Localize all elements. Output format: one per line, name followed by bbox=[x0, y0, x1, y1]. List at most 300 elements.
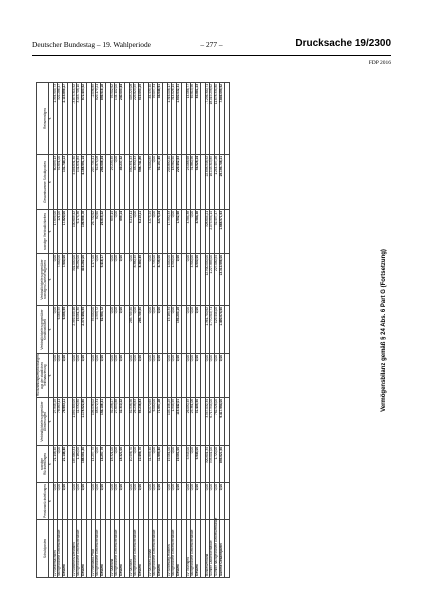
table-cell: 0,00 bbox=[196, 354, 201, 398]
row-label: LV Schleswig-Holstein bbox=[167, 520, 172, 578]
table-cell: 2.993,72 bbox=[96, 306, 101, 354]
row-label: nachgeordnete Gebietsverbände bbox=[191, 520, 196, 578]
row-label: Gesamt bbox=[101, 520, 106, 578]
table-cell: 12.900.000,00 bbox=[205, 254, 210, 306]
table-cell: 320.601,34 bbox=[205, 446, 210, 483]
table-cell: 227.080,54 bbox=[215, 254, 220, 306]
table-cell: 3.443.708,10 bbox=[77, 83, 82, 155]
table-cell: 83.881,23 bbox=[196, 83, 201, 155]
table-cell: 0,00 bbox=[153, 354, 158, 398]
table-cell: 144.102,00 bbox=[115, 83, 120, 155]
table-cell: 1.394.909,73 bbox=[53, 83, 58, 155]
table-cell: 32.258,27 bbox=[110, 398, 115, 446]
table-cell: 5.945,00 bbox=[186, 446, 191, 483]
table-cell: 872.403,52 bbox=[82, 83, 87, 155]
table-cell: 0,00 bbox=[186, 254, 191, 306]
table-cell: 0,00 bbox=[172, 210, 177, 254]
table-cell: 95.502,62 bbox=[110, 83, 115, 155]
table-cell: 18.562,50 bbox=[172, 155, 177, 210]
table-cell: 0,00 bbox=[110, 254, 115, 306]
table-cell: -3.873.314,52 bbox=[72, 83, 77, 155]
table-cell: 598.741,86 bbox=[139, 155, 144, 210]
table-cell: 0,00 bbox=[167, 354, 172, 398]
table-cell: 7.846.095,52 bbox=[219, 83, 224, 155]
table-cell: 1.688.571,63 bbox=[219, 210, 224, 254]
table-cell: 0,00 bbox=[167, 483, 172, 520]
table-cell: 0,00 bbox=[191, 210, 196, 254]
table-cell: 1.177,00 bbox=[91, 254, 96, 306]
row-label: Gesamt bbox=[139, 520, 144, 578]
table-cell: 11.995,40 bbox=[148, 446, 153, 483]
table-cell: 18.019.298,62 bbox=[210, 83, 215, 155]
table-cell: -64.439,40 bbox=[148, 83, 153, 155]
table-cell: 8.380,45 bbox=[134, 254, 139, 306]
table-cell: 26.238,83 bbox=[134, 398, 139, 446]
table-cell: 0,00 bbox=[77, 483, 82, 520]
table-cell: 1.160,00 bbox=[77, 446, 82, 483]
table-cell: 1.720,00 bbox=[215, 446, 220, 483]
col-header: Reinvermögen bbox=[37, 83, 49, 155]
row-label: Summe Gesamtpartei bbox=[219, 520, 224, 578]
table-cell: 99.097,31 bbox=[153, 83, 158, 155]
table-cell: 1.227.885,00 bbox=[210, 254, 215, 306]
table-cell: 0,00 bbox=[205, 483, 210, 520]
document-number: Drucksache 19/2300 bbox=[295, 38, 391, 49]
table-cell: 0,00 bbox=[134, 446, 139, 483]
table-cell: 26.732,62 bbox=[91, 210, 96, 254]
row-label: LV Nordrhein-Westfalen bbox=[72, 520, 77, 578]
row-label: LV Sachsen bbox=[129, 520, 134, 578]
table-cell: 5.418,17 bbox=[101, 254, 106, 306]
table-cell: 18.321,00 bbox=[120, 446, 125, 483]
table-cell: 29.233,35 bbox=[110, 155, 115, 210]
table-cell: 16.143.313,85 bbox=[210, 155, 215, 210]
row-label: Gesamt bbox=[177, 520, 182, 578]
table-cell: 6.000,00 bbox=[153, 398, 158, 446]
table-cell: 240.003,44 bbox=[120, 83, 125, 155]
table-cell: 0,00 bbox=[191, 446, 196, 483]
table-cell: 11.995,40 bbox=[158, 446, 163, 483]
row-label: LV Rheinland-Pfalz bbox=[91, 520, 96, 578]
table-body bbox=[53, 83, 229, 578]
table-cell: 11.930,80 bbox=[77, 398, 82, 446]
table-cell: 31.860,56 bbox=[191, 155, 196, 210]
unit-cell: € bbox=[49, 446, 54, 483]
table-cell: 19.061,00 bbox=[177, 446, 182, 483]
table-cell: 328.604,21 bbox=[205, 210, 210, 254]
row-label: nachgeordnete Gebietsverbände bbox=[172, 520, 177, 578]
table-cell: 416.282,00 bbox=[82, 254, 87, 306]
unit-cell: € bbox=[49, 210, 54, 254]
table-cell: 0,00 bbox=[115, 306, 120, 354]
table-cell: 0,00 bbox=[72, 354, 77, 398]
table-cell: 0,00 bbox=[58, 354, 63, 398]
table-cell: 0,00 bbox=[134, 483, 139, 520]
table-cell: 16.061,30 bbox=[77, 306, 82, 354]
table-cell: 18.321,00 bbox=[110, 446, 115, 483]
unit-cell: € bbox=[49, 483, 54, 520]
table-cell: 6.213,11 bbox=[139, 210, 144, 254]
table-cell: 1.361.710,62 bbox=[205, 306, 210, 354]
table-cell: 103.146,25 bbox=[167, 398, 172, 446]
rotated-table-area bbox=[36, 83, 392, 578]
table-cell: 1.000,00 bbox=[167, 254, 172, 306]
table-cell: 6.065,55 bbox=[63, 306, 68, 354]
table-cell: 106.036,02 bbox=[91, 398, 96, 446]
table-cell: 655,14 bbox=[110, 210, 115, 254]
table-cell: 0,00 bbox=[158, 354, 163, 398]
table-cell: 106.956,78 bbox=[82, 210, 87, 254]
table-cell: 0,00 bbox=[191, 354, 196, 398]
table-cell: 0,00 bbox=[172, 483, 177, 520]
table-cell: 0,00 bbox=[82, 354, 87, 398]
table-cell: 92.157,45 bbox=[158, 155, 163, 210]
row-label: nachgeordnete Gebietsverbände bbox=[77, 520, 82, 578]
table-cell: 0,00 bbox=[96, 254, 101, 306]
table-cell: 71.657,28 bbox=[158, 398, 163, 446]
table-cell: 22.658.548,92 bbox=[205, 155, 210, 210]
table-cell: 32.310,22 bbox=[120, 398, 125, 446]
table-cell: 0,00 bbox=[134, 210, 139, 254]
table-cell: 0,00 bbox=[96, 483, 101, 520]
table-cell: 0,00 bbox=[210, 483, 215, 520]
table-cell: 27.653,88 bbox=[115, 398, 120, 446]
table-cell: 13.313.596,00 bbox=[219, 254, 224, 306]
table-cell: 0,00 bbox=[148, 254, 153, 306]
col-header: Verbindlichkeiten gegenüber Kreditinstituten bbox=[37, 306, 49, 354]
table-cell: 36.282,00 bbox=[77, 254, 82, 306]
table-cell: 0,00 bbox=[120, 306, 125, 354]
table-cell: 60.070,69 bbox=[148, 398, 153, 446]
table-cell: 4.500,00 bbox=[191, 254, 196, 306]
table-cell: 129.444,00 bbox=[215, 306, 220, 354]
table-cell: 121,00 bbox=[58, 210, 63, 254]
table-cell: 21.148,40 bbox=[53, 446, 58, 483]
table-cell: 188.061,30 bbox=[82, 446, 87, 483]
table-cell: 0,00 bbox=[115, 210, 120, 254]
table-cell: 15.183,34 bbox=[167, 306, 172, 354]
table-cell: 10.496,70 bbox=[129, 446, 134, 483]
table-cell: 285.709,50 bbox=[129, 306, 134, 354]
table-cell: 225.823,95 bbox=[134, 83, 139, 155]
table-cell: 0,00 bbox=[186, 354, 191, 398]
row-label: nachgeordnete Gebietsverbände bbox=[96, 520, 101, 578]
table-cell: 92.651,00 bbox=[58, 155, 63, 210]
table-cell: 9.417.994,00 bbox=[219, 398, 224, 446]
table-cell: 0,00 bbox=[129, 354, 134, 398]
table-cell: 31.405,50 bbox=[196, 398, 201, 446]
row-label: Gesamt bbox=[158, 520, 163, 578]
row-label: LV Saarland bbox=[110, 520, 115, 578]
table-cell: 193.203,16 bbox=[177, 306, 182, 354]
table-cell: 0,00 bbox=[219, 354, 224, 398]
table-cell: 533.001,00 bbox=[210, 446, 215, 483]
rotated-page bbox=[36, 83, 392, 578]
table-cell: 0,00 bbox=[153, 483, 158, 520]
table-cell: 48.072,31 bbox=[96, 398, 101, 446]
table-cell: 131.744,13 bbox=[63, 155, 68, 210]
table-cell: 1.178.622,80 bbox=[82, 398, 87, 446]
table-cell: 55.000,00 bbox=[91, 306, 96, 354]
table-cell: 0,00 bbox=[186, 306, 191, 354]
col-header: Pensionsrückstellungen bbox=[37, 483, 49, 520]
table-cell: 762.926,00 bbox=[215, 398, 220, 446]
table-cell: 0,00 bbox=[120, 254, 125, 306]
table-cell: 203.890,40 bbox=[167, 155, 172, 210]
table-cell: 0,00 bbox=[129, 254, 134, 306]
row-label: nachgeordnete Gebietsverbände bbox=[134, 520, 139, 578]
table-cell: 0,00 bbox=[153, 210, 158, 254]
table-cell: 32.497,47 bbox=[215, 210, 220, 254]
table-cell: 0,00 bbox=[153, 446, 158, 483]
table-cell: 0,00 bbox=[172, 354, 177, 398]
table-cell: 0,00 bbox=[215, 354, 220, 398]
table-cell: 4.500,00 bbox=[196, 254, 201, 306]
table-cell: 0,00 bbox=[177, 254, 182, 306]
table-cell: 0,00 bbox=[110, 306, 115, 354]
table-cell: 1.316.006,17 bbox=[167, 83, 172, 155]
table-cell: 0,00 bbox=[177, 483, 182, 520]
table-cell: 7.500,00 bbox=[63, 254, 68, 306]
table-cell: -7.236.300,71 bbox=[205, 83, 210, 155]
table-cell: 5.945,00 bbox=[196, 446, 201, 483]
table-cell: 0,00 bbox=[115, 354, 120, 398]
table-cell: 4.075,24 bbox=[158, 210, 163, 254]
page-number: – 277 – bbox=[200, 40, 223, 49]
row-label: Summe Landesverbände bbox=[210, 520, 215, 578]
table-cell: 60.093,13 bbox=[53, 155, 58, 210]
unit-cell: € bbox=[49, 155, 54, 210]
spacer-row bbox=[224, 83, 229, 578]
table-cell: 69.813,96 bbox=[191, 83, 196, 155]
table-cell: 26.815,22 bbox=[101, 210, 106, 254]
table-cell: 0,00 bbox=[172, 306, 177, 354]
row-label: Gesamt bbox=[63, 520, 68, 578]
table-cell: 0,00 bbox=[53, 306, 58, 354]
table-cell: 6.174,36 bbox=[77, 210, 82, 254]
table-cell: 141.631,84 bbox=[77, 155, 82, 210]
table-cell: 0,00 bbox=[210, 354, 215, 398]
table-cell: 14.066,77 bbox=[186, 83, 191, 155]
table-cell: 0,00 bbox=[148, 483, 153, 520]
table-cell: 0,00 bbox=[58, 446, 63, 483]
table-cell: 54.928,24 bbox=[196, 155, 201, 210]
table-cell: 0,00 bbox=[96, 446, 101, 483]
table-cell: -2.036,89 bbox=[91, 83, 96, 155]
table-cell: 0,00 bbox=[191, 306, 196, 354]
table-cell: 34.646,91 bbox=[158, 83, 163, 155]
table-cell: 4.735,00 bbox=[153, 254, 158, 306]
table-cell: 1.552,68 bbox=[177, 210, 182, 254]
table-cell: 78.963,11 bbox=[63, 398, 68, 446]
table-cell: 4.735,00 bbox=[158, 254, 163, 306]
row-label: nachgeordnete Gebietsverbände bbox=[58, 520, 63, 578]
table-cell: 48.350,43 bbox=[134, 155, 139, 210]
table-cell: 0,00 bbox=[53, 254, 58, 306]
table-cell: 0,00 bbox=[196, 483, 201, 520]
row-label: Bundesverband bbox=[205, 520, 210, 578]
table-cell: 6.065,55 bbox=[58, 306, 63, 354]
balance-table bbox=[36, 82, 230, 578]
table-cell: 1.630.032,31 bbox=[177, 83, 182, 155]
table-cell: 29.195.708,21 bbox=[219, 155, 224, 210]
table-cell: 27.945,25 bbox=[53, 398, 58, 446]
table-cell: 0,00 bbox=[91, 483, 96, 520]
table-cell: 154.108,31 bbox=[101, 398, 106, 446]
table-cell: 0,00 bbox=[96, 354, 101, 398]
table-cell: 14.257,79 bbox=[91, 446, 96, 483]
table-cell: 2.115.896,27 bbox=[63, 83, 68, 155]
table-cell: 1.244.497,26 bbox=[215, 155, 220, 210]
table-cell: 207.734,41 bbox=[91, 155, 96, 210]
table-cell: 78.963,11 bbox=[58, 398, 63, 446]
row-label: Gesamt bbox=[82, 520, 87, 578]
table-cell: 1.490.674,60 bbox=[219, 306, 224, 354]
table-cell: 21.148,40 bbox=[63, 446, 68, 483]
table-cell: 0,00 bbox=[153, 155, 158, 210]
row-label: LV Niedersachsen bbox=[53, 520, 58, 578]
table-cell: 52.538,56 bbox=[129, 398, 134, 446]
table-cell: 0,00 bbox=[58, 483, 63, 520]
party-label: FDP 2016 bbox=[368, 60, 391, 66]
unit-cell: € bbox=[49, 254, 54, 306]
unit-cell: € bbox=[49, 354, 54, 398]
table-cell: 187.060,31 bbox=[72, 446, 77, 483]
table-cell: 0,00 bbox=[186, 483, 191, 520]
table-cell: 4.075,24 bbox=[148, 210, 153, 254]
col-header: sonstige Verbindlichkeiten bbox=[37, 210, 49, 254]
table-cell: 76.000,85 bbox=[148, 155, 153, 210]
table-cell: 0,00 bbox=[158, 483, 163, 520]
table-cell: 26.050,45 bbox=[186, 398, 191, 446]
table-cell: 4.770.519,71 bbox=[210, 306, 215, 354]
table-cell: 0,00 bbox=[53, 354, 58, 398]
row-label: Gesamt bbox=[196, 520, 201, 578]
row-label: LV Thüringen bbox=[186, 520, 191, 578]
table-cell: 17.820,00 bbox=[63, 210, 68, 254]
table-cell: 0,00 bbox=[205, 354, 210, 398]
table-cell: 25.361,06 bbox=[191, 398, 196, 446]
table-cell: 1.059.309,09 bbox=[72, 398, 77, 446]
table-cell: 264.008,34 bbox=[101, 155, 106, 210]
table-cell: 0,00 bbox=[219, 483, 224, 520]
table-cell: 0,00 bbox=[153, 306, 158, 354]
table-cell: 285.709,50 bbox=[139, 306, 144, 354]
table-cell: 0,00 bbox=[72, 483, 77, 520]
table-cell: 0,00 bbox=[172, 446, 177, 483]
table-cell: 0,00 bbox=[115, 483, 120, 520]
table-cell: 14.257,79 bbox=[101, 446, 106, 483]
unit-cell: € bbox=[49, 306, 54, 354]
unit-cell: € bbox=[49, 83, 54, 155]
table-cell: 0,00 bbox=[148, 354, 153, 398]
table-cell: 655,14 bbox=[120, 210, 125, 254]
row-label: Summe nachgeordnete Gebietsverbände bbox=[214, 517, 219, 576]
table-cell: 23.068,68 bbox=[186, 155, 191, 210]
table-cell: 0,00 bbox=[91, 354, 96, 398]
header-left: Deutscher Bundestag – 19. Wahlperiode bbox=[32, 40, 151, 49]
table-cell: 322.286,47 bbox=[58, 83, 63, 155]
col-header: Gesamtsumme Schuldposten bbox=[37, 155, 49, 210]
table-cell: 0,00 bbox=[63, 483, 68, 520]
table-cell: 0,00 bbox=[158, 306, 163, 354]
row-label: Gesamt bbox=[120, 520, 125, 578]
table-cell: 10.496,70 bbox=[139, 446, 144, 483]
table-cell: 0,00 bbox=[115, 446, 120, 483]
table-cell: 550.391,43 bbox=[129, 155, 134, 210]
table-cell: 4.188.591,14 bbox=[82, 155, 87, 210]
table-cell: 19.061,00 bbox=[167, 446, 172, 483]
table-cell: 2.359.443,46 bbox=[72, 306, 77, 354]
table-cell: 0,00 bbox=[110, 354, 115, 398]
table-cell: 0,00 bbox=[115, 254, 120, 306]
table-cell: 314.026,14 bbox=[172, 83, 177, 155]
table-cell: 100.605,42 bbox=[72, 210, 77, 254]
table-cell: 0,00 bbox=[139, 483, 144, 520]
table-cell: 0,00 bbox=[120, 354, 125, 398]
table-cell: 6.717.944,00 bbox=[210, 398, 215, 446]
table-cell: 0,00 bbox=[134, 354, 139, 398]
table-title: Vermögensbilanz gemäß § 24 Abs. 6 Part G (Fortsetzung) bbox=[381, 249, 387, 412]
table-cell: 1.945,95 bbox=[172, 398, 177, 446]
table-cell: 4.584,38 bbox=[186, 210, 191, 254]
page-header bbox=[32, 40, 391, 54]
column-header-row bbox=[37, 83, 49, 578]
col-header: Rückzahlungsverpflichtungen aus der staatlichen Teilfinanzierung bbox=[36, 354, 48, 396]
table-cell: 0,00 bbox=[115, 155, 120, 210]
row-label: nachgeordnete Gebietsverbände bbox=[115, 520, 120, 578]
table-cell: 6.213,11 bbox=[129, 210, 134, 254]
table-cell: 17.550,33 bbox=[167, 210, 172, 254]
table-cell: 0,00 bbox=[215, 483, 220, 520]
col-header: Verbindlichkeiten gegenüber Gliederungen bbox=[37, 398, 49, 446]
table-cell: 0,00 bbox=[129, 483, 134, 520]
table-cell: 301.000,00 bbox=[72, 254, 77, 306]
table-cell: 0,00 bbox=[139, 354, 144, 398]
table-cell: 2.375.494,55 bbox=[82, 306, 87, 354]
table-cell: 0,00 bbox=[134, 306, 139, 354]
table-cell: 3.547.032,34 bbox=[205, 398, 210, 446]
table-cell: 11.678.334,80 bbox=[215, 83, 220, 155]
table-cell: 0,00 bbox=[101, 483, 106, 520]
table-cell: 0,00 bbox=[53, 483, 58, 520]
table-cell: 8.380,45 bbox=[139, 254, 144, 306]
table-cell: 17.699,00 bbox=[53, 210, 58, 254]
table-cell: 0,00 bbox=[177, 354, 182, 398]
col-header: sonstige Rückstellungen bbox=[37, 446, 49, 483]
col-header: Schuldposten bbox=[37, 520, 49, 578]
table-cell: 115.442,01 bbox=[177, 398, 182, 446]
table-cell: 0,00 bbox=[63, 354, 68, 398]
table-cell: 859.516,18 bbox=[101, 83, 106, 155]
table-cell: 62.874,08 bbox=[96, 155, 101, 210]
table-cell: 0,00 bbox=[196, 306, 201, 354]
table-cell: 4.046.631,30 bbox=[72, 155, 77, 210]
table-cell: 55.238,83 bbox=[139, 398, 144, 446]
table-cell: 7.500,00 bbox=[58, 254, 63, 306]
table-cell: 403.229,08 bbox=[129, 83, 134, 155]
table-cell: 0,00 bbox=[82, 483, 87, 520]
header-rule bbox=[32, 55, 391, 56]
table-cell: 0,00 bbox=[101, 354, 106, 398]
table-cell: 0,00 bbox=[77, 354, 82, 398]
table-cell: 0,00 bbox=[110, 483, 115, 520]
col-header: Verbindlichkeiten gegenüber sonstigen Darlehensgebern bbox=[37, 254, 49, 306]
table-cell: 229.452,93 bbox=[177, 155, 182, 210]
table-cell: 1.900,00 bbox=[172, 254, 177, 306]
table-cell: 4.584,38 bbox=[196, 210, 201, 254]
table-cell: 829.179,21 bbox=[96, 83, 101, 155]
